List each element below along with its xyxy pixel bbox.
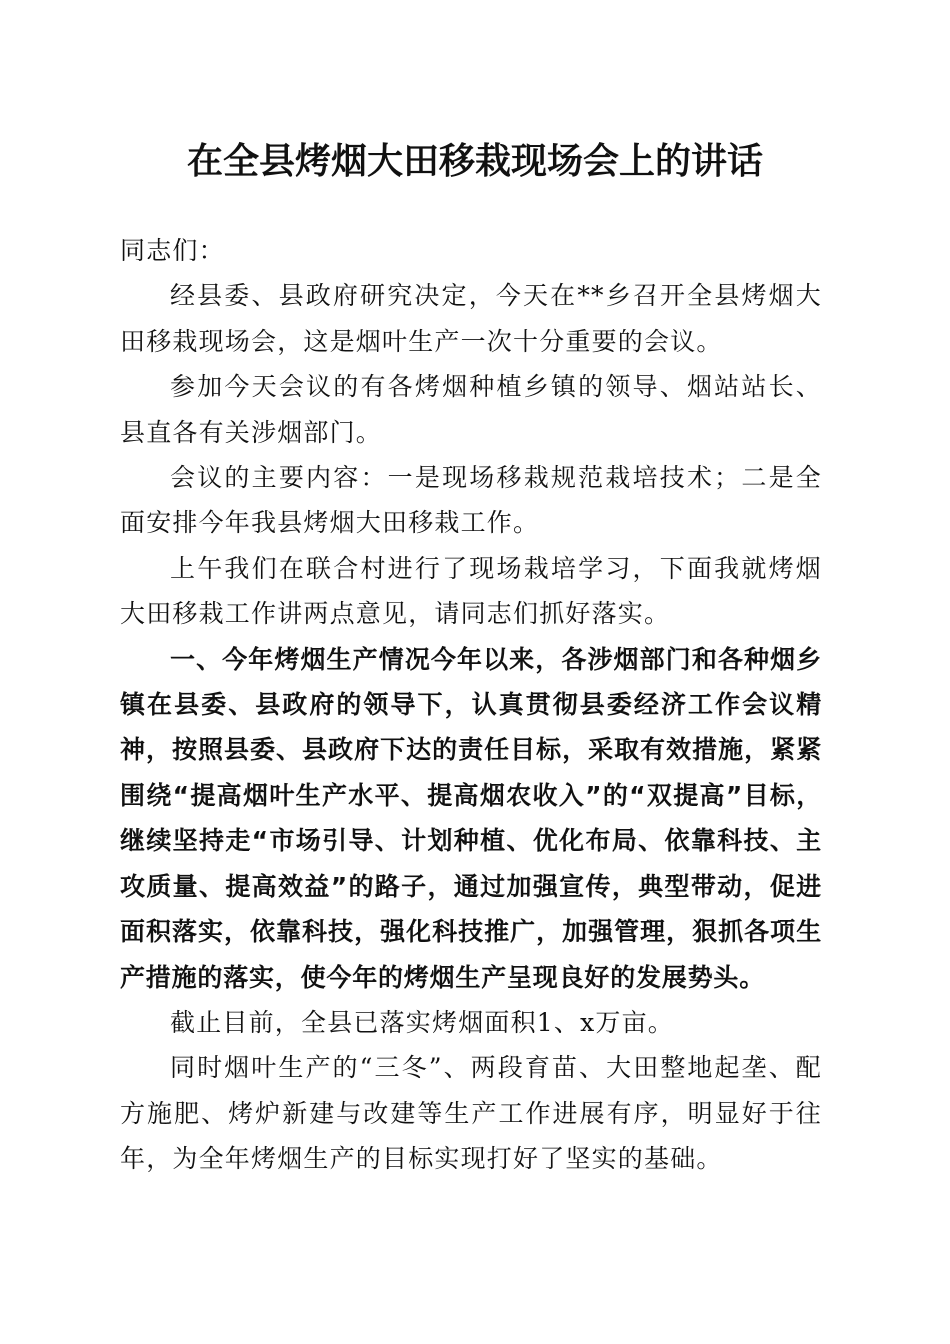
paragraph-morning-study: 上午我们在联合村进行了现场栽培学习，下面我就烤烟大田移栽工作讲两点意见，请同志们抓好落实。 xyxy=(120,553,822,629)
paragraph-agenda: 会议的主要内容：一是现场移栽规范栽培技术；二是全面安排今年我县烤烟大田移栽工作。 xyxy=(120,463,822,538)
paragraph-planted-area: 截止目前，全县已落实烤烟面积1、x万亩。 xyxy=(170,1007,675,1037)
paragraph-meeting-decision: 经县委、县政府研究决定，今天在**乡召开全县烤烟大田移栽现场会，这是烟叶生产一次十分重要的会议。 xyxy=(120,281,822,356)
paragraph-attendees: 参加今天会议的有各烤烟种植乡镇的领导、烟站站长、县直各有关涉烟部门。 xyxy=(120,372,822,447)
section-heading-production-status: 一、今年烤烟生产情况今年以来，各涉烟部门和各种烟乡镇在县委、县政府的领导下，认真贯彻县委经济工作会议精神，按照县委、县政府下达的责任目标，采取有效措施，紧紧围绕“提高烟叶生产水平、提高烟农收入”的“双提高”目标，继续坚持走“市场引导、计划种植、优化布局、依靠科技、主攻质量、提高效益”的路子，通过加强宣传，典型带动，促进面积落实，依靠科技，强化科技推广，加强管理，狠抓各项生产措施的落实，使今年的烤烟生产呈现良好的发展势头。 xyxy=(120,644,822,992)
paragraph-progress: 同时烟叶生产的“三冬”、两段育苗、大田整地起垄、配方施肥、烤炉新建与改建等生产工作进展有序，明显好于往年，为全年烤烟生产的目标实现打好了坚实的基础。 xyxy=(120,1053,822,1174)
document-body xyxy=(120,228,822,1182)
document-title: 在全县烤烟大田移栽现场会上的讲话 xyxy=(186,140,763,182)
salutation: 同志们： xyxy=(120,236,225,265)
